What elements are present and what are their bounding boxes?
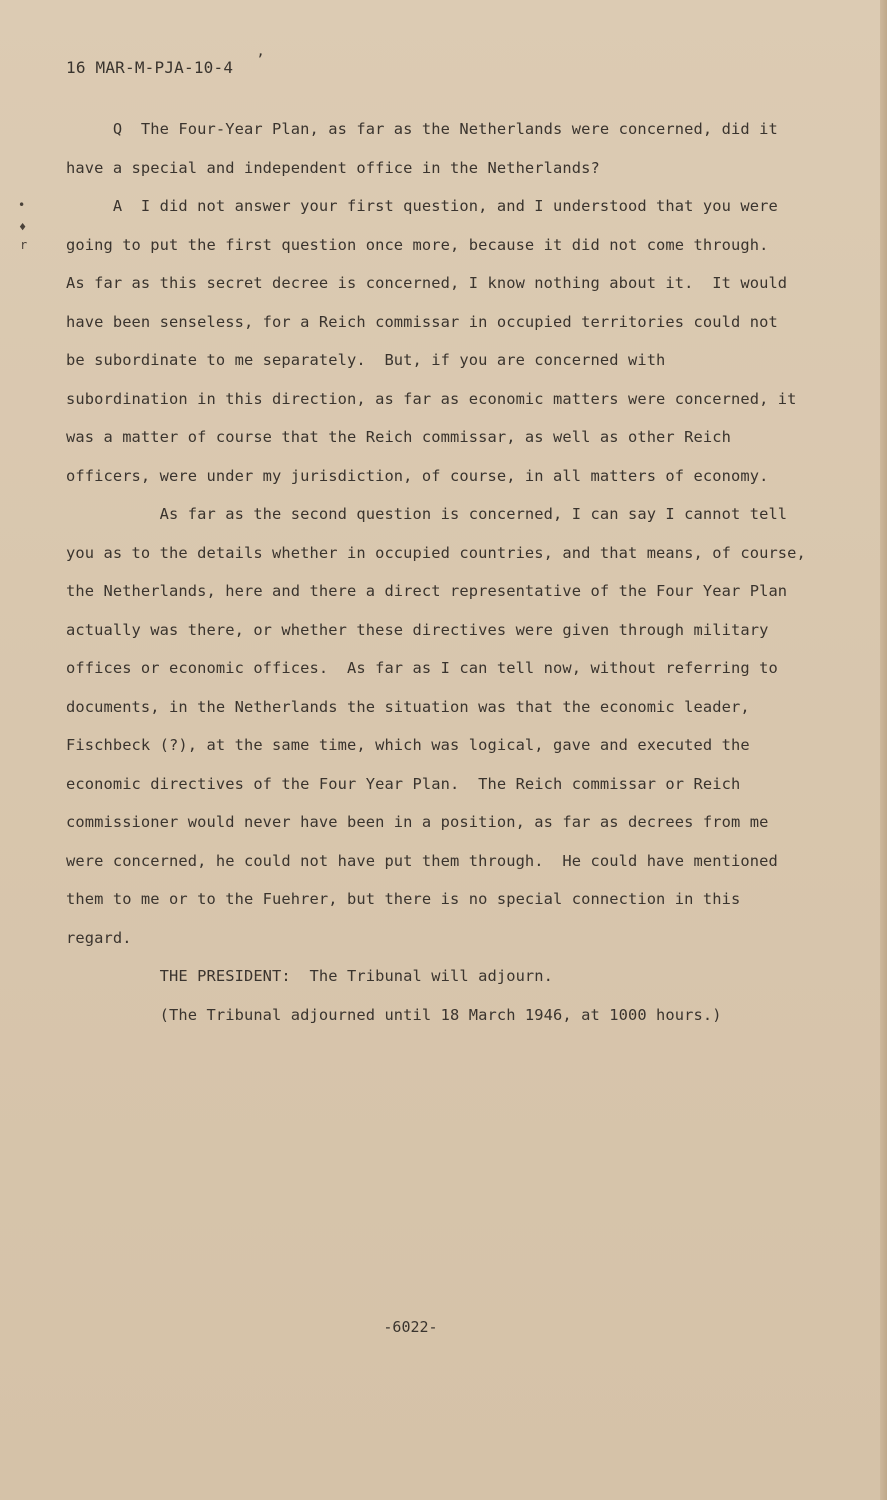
page-edge [880, 0, 887, 1500]
text-line: As far as this secret decree is concerned, I know nothing about it. It would [66, 274, 788, 292]
text-line: you as to the details whether in occupied countries, and that means, of course, [66, 543, 806, 562]
text-line: Q The Four-Year Plan, as far as the Netherlands were concerned, did it [66, 120, 778, 138]
text-line: regard. [66, 928, 132, 947]
text-line: the Netherlands, here and there a direct representative of the Four Year Plan [66, 582, 788, 600]
text-line: actually was there, or whether these directives were given through military [66, 620, 769, 639]
page-number: -6022- [383, 1318, 438, 1336]
text-line: be subordinate to me separately. But, if you are concerned with [66, 351, 666, 369]
text-line: (The Tribunal adjourned until 18 March 1946, at 1000 hours.) [66, 1005, 722, 1024]
text-line: documents, in the Netherlands the situation was that the economic leader, [66, 697, 750, 716]
transcript-body [66, 110, 826, 1034]
text-line: Fischbeck (?), at the same time, which was logical, gave and executed the [66, 736, 750, 754]
margin-dot-mark: r [20, 238, 28, 252]
margin-dot-mark: • [18, 198, 26, 212]
text-line: subordination in this direction, as far as economic matters were concerned, it [66, 389, 797, 408]
text-line: have been senseless, for a Reich commissar in occupied territories could not [66, 312, 778, 331]
margin-dot-mark: ♦ [19, 220, 27, 234]
document-id: 16 MAR-M-PJA-10-4 [66, 58, 234, 77]
text-line: A I did not answer your first question, and I understood that you were [66, 197, 778, 215]
text-line: offices or economic offices. As far as I can tell now, without referring to [66, 659, 778, 677]
text-line: economic directives of the Four Year Plan. The Reich commissar or Reich [66, 774, 741, 793]
text-line: THE PRESIDENT: The Tribunal will adjourn. [66, 967, 554, 985]
text-line: have a special and independent office in the Netherlands? [66, 158, 600, 177]
pen-mark: ʼ [256, 52, 265, 68]
text-line: were concerned, he could not have put them through. He could have mentioned [66, 851, 778, 870]
text-line: was a matter of course that the Reich commissar, as well as other Reich [66, 428, 731, 446]
text-line: commissioner would never have been in a position, as far as decrees from me [66, 813, 769, 831]
text-line: them to me or to the Fuehrer, but there is no special connection in this [66, 890, 741, 908]
text-line: going to put the first question once more, because it did not come through. [66, 235, 769, 254]
text-line: officers, were under my jurisdiction, of course, in all matters of economy. [66, 466, 769, 485]
text-line: As far as the second question is concerned, I can say I cannot tell [66, 505, 788, 523]
